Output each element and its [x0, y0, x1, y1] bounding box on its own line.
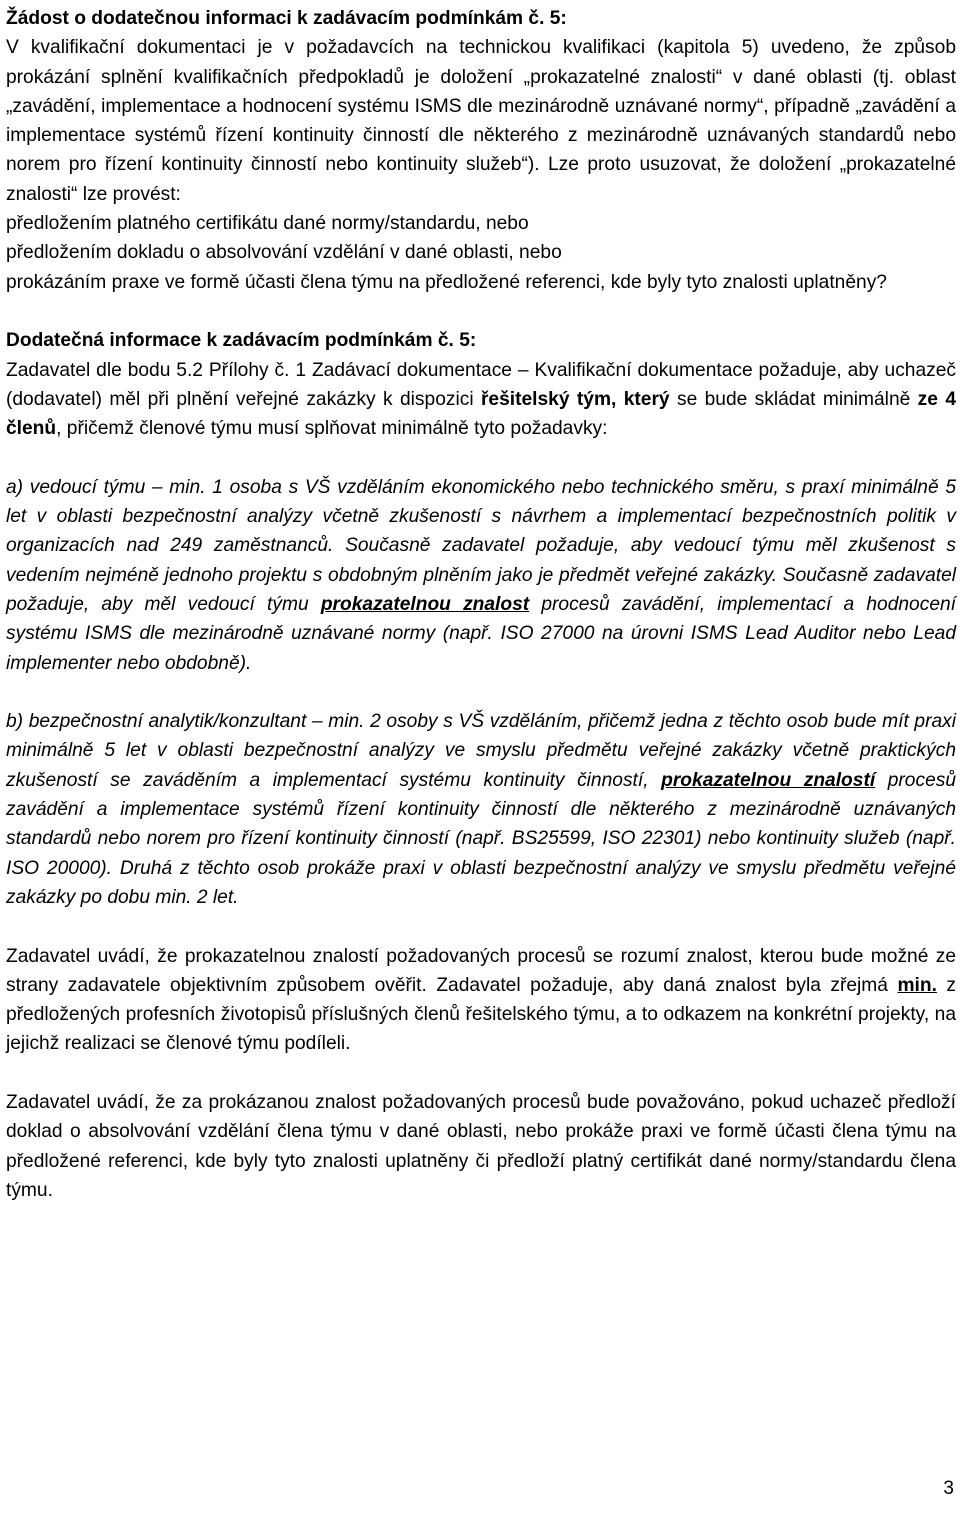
requirement-security-analyst — [6, 707, 956, 912]
spacer — [6, 912, 956, 941]
answer-paragraph-knowledge-text-2: z předložených profesních životopisů příslušných členů řešitelského týmu, a to odkazem na konkrétní projekty, na jejichž realizaci se členové týmu podíleli. — [6, 974, 956, 1055]
question-option-practice: prokázáním praxe ve formě účasti člena týmu na předložené referenci, kde byly tyto znalosti uplatněny? — [6, 271, 887, 293]
spacer — [6, 297, 956, 326]
question-option-education: předložením dokladu o absolvování vzdělání v dané oblasti, nebo — [6, 242, 562, 264]
question-heading: Žádost o dodatečnou informaci k zadávacím podmínkám č. 5: — [6, 8, 567, 29]
answer-intro-text-1: Zadavatel dle bodu 5.2 Přílohy č. 1 Zadávací dokumentace – Kvalifikační dokumentace požaduje, aby uchazeč (dodavatel) měl při plnění veřejné zakázky k dispozici — [6, 359, 956, 410]
answer-paragraph-knowledge — [6, 942, 956, 1059]
answer-heading: Dodatečná informace k zadávacím podmínkám č. 5: — [6, 330, 477, 352]
document-page — [6, 4, 956, 1205]
answer-intro-text-3: , přičemž členové týmu musí splňovat minimálně tyto požadavky: — [56, 418, 608, 440]
answer-intro-paragraph — [6, 356, 956, 444]
answer-paragraph-proof: Zadavatel uvádí, že za prokázanou znalost požadovaných procesů bude považováno, pokud uchazeč předloží doklad o absolvování vzdělání člena týmu v dané oblasti, nebo prokáže praxi ve formě účasti člena týmu na předložené referenci, kde byly tyto znalosti uplatněny či předloží platný certifikát dané normy/standardu člena týmu. — [6, 1091, 956, 1201]
answer-paragraph-knowledge-text-1: Zadavatel uvádí, že prokazatelnou znalostí požadovaných procesů se rozumí znalost, kterou bude možné ze strany zadavatele objektivním způsobem ověřit. Zadavatel požaduje, aby daná znalost byla zřejmá — [6, 945, 956, 996]
requirement-security-analyst-text-2: procesů zavádění a implementace systémů řízení kontinuity činností dle některého z mezinárodně uznávaných standardů nebo norem pro řízení kontinuity činností (např. BS25599, ISO 22301) nebo kontinuity služeb (např. ISO 20000). Druhá z těchto osob prokáže praxi v oblasti bezpečnostní analýzy ve smyslu předmětu veřejné zakázky po dobu min. 2 let. — [6, 769, 956, 908]
spacer — [6, 1059, 956, 1088]
requirement-team-leader — [6, 473, 956, 678]
answer-paragraph-knowledge-min: min. — [897, 974, 937, 996]
answer-intro-bold-team: řešitelský tým, který — [480, 388, 670, 410]
spacer — [6, 678, 956, 707]
answer-intro-text-2: se bude skládat minimálně — [669, 388, 918, 410]
requirement-security-analyst-underline: prokazatelnou znalostí — [661, 769, 876, 791]
spacer — [6, 443, 956, 472]
requirement-team-leader-text-1: a) vedoucí týmu – min. 1 osoba s VŠ vzděláním ekonomického nebo technického směru, s praxí minimálně 5 let v oblasti bezpečnostní analýzy včetně zkušeností s návrhem a implementací bezpečnostních politik v organizacích nad 249 zaměstnanců. Současně zadavatel požaduje, aby vedoucí týmu měl zkušenost s vedením nejméně jednoho projektu s obdobným plněním jako je předmět veřejné zakázky. Současně zadavatel požaduje, aby měl vedoucí týmu — [6, 476, 956, 615]
answer-intro-bold-members: ze 4 členů — [6, 388, 956, 440]
requirement-security-analyst-text-1: b) bezpečnostní analytik/konzultant – min. 2 osoby s VŠ vzděláním, přičemž jedna z těchto osob bude mít praxi minimálně 5 let v oblasti bezpečnostní analýzy ve smyslu předmětu veřejné zakázky včetně praktických zkušeností se zaváděním a implementací systému kontinuity činností, — [6, 711, 956, 791]
requirement-team-leader-text-2: procesů zavádění, implementací a hodnocení systému ISMS dle mezinárodně uznávané normy (např. ISO 27000 na úrovni ISMS Lead Auditor nebo Lead implementer nebo obdobně). — [6, 593, 956, 674]
question-option-certificate: předložením platného certifikátu dané normy/standardu, nebo — [6, 213, 529, 235]
page-number: 3 — [943, 1478, 954, 1499]
requirement-team-leader-underline: prokazatelnou znalost — [320, 593, 530, 615]
question-paragraph: V kvalifikační dokumentaci je v požadavcích na technickou kvalifikaci (kapitola 5) uvedeno, že způsob prokázání splnění kvalifikačních předpokladů je doložení „prokazatelné znalosti“ v dané oblasti (tj. oblast „zavádění, implementace a hodnocení systému ISMS dle mezinárodně uznávané normy“, případně „zavádění a implementace systémů řízení kontinuity činností dle některého z mezinárodně uznávaných standardů nebo norem pro řízení kontinuity činností nebo kontinuity služeb“). Lze proto usuzovat, že doložení „prokazatelné znalosti“ lze provést: — [6, 37, 956, 205]
